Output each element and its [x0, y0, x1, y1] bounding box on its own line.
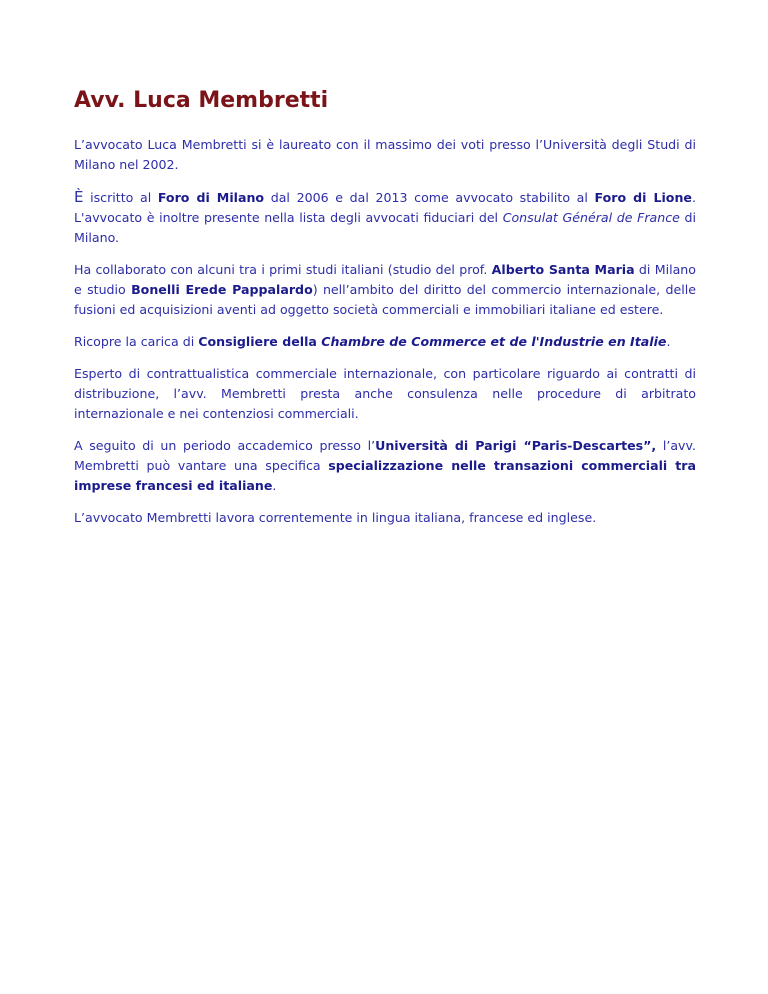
- paragraph-collaborations: [74, 260, 696, 320]
- document-page: [74, 86, 696, 540]
- text-run: di Milano e studio: [74, 262, 696, 297]
- text-run: Ha collaborato con alcuni tra i primi studi italiani (studio del prof.: [74, 262, 492, 277]
- paragraph-languages: [74, 508, 696, 528]
- paragraph-education: [74, 135, 696, 175]
- text-run: dal 2006 e dal 2013 come avvocato stabilito al: [264, 190, 595, 205]
- text-run: l’avv. Membretti può vantare una specifica: [74, 438, 696, 473]
- paragraph-bar-membership: [74, 187, 696, 248]
- text-run: ) nell’ambito del diritto del commercio internazionale, delle fusioni ed acquisizioni aventi ad oggetto società commerciali e immobiliari italiane ed estere.: [74, 282, 696, 317]
- bold-santa-maria: Alberto Santa Maria: [491, 262, 635, 277]
- bold-universita-parigi: Università di Parigi “Paris-Descartes”,: [375, 438, 657, 453]
- bold-foro-lione: Foro di Lione: [594, 190, 692, 205]
- bold-consigliere: Consigliere della: [198, 334, 322, 349]
- paragraph-expertise: [74, 364, 696, 424]
- bold-italic-chambre: Chambre de Commerce et de l'Industrie en Italie: [321, 334, 667, 349]
- bold-specializzazione: specializzazione nelle transazioni commerciali tra imprese francesi ed italiane: [74, 458, 696, 493]
- paragraph-chamber: [74, 332, 696, 352]
- text-run: iscritto al: [83, 190, 158, 205]
- text-run: .: [666, 334, 671, 349]
- bold-bonelli-erede: Bonelli Erede Pappalardo: [131, 282, 313, 297]
- paragraph-text: Esperto di contrattualistica commerciale internazionale, con particolare riguardo ai contratti di distribuzione, l’avv. Membretti presta anche consulenza nelle procedure di arbitrato internazionale e nei contenziosi commerciali.: [74, 366, 696, 421]
- page-title: Avv. Luca Membretti: [74, 88, 329, 113]
- text-run: A seguito di un periodo accademico presso l’: [74, 438, 376, 453]
- text-run: di Milano.: [74, 210, 697, 245]
- paragraph-text: L’avvocato Luca Membretti si è laureato con il massimo dei voti presso l’Università degli Studi di Milano nel 2002.: [74, 137, 696, 172]
- paragraph-academic: [74, 436, 696, 496]
- text-run: . L'avvocato è inoltre presente nella lista degli avvocati fiduciari del: [74, 190, 696, 225]
- drop-letter: È: [74, 188, 84, 206]
- paragraph-text: L’avvocato Membretti lavora correntemente in lingua italiana, francese ed inglese.: [74, 510, 597, 525]
- bold-foro-milano: Foro di Milano: [157, 190, 265, 205]
- text-run: .: [272, 478, 277, 493]
- text-run: Ricopre la carica di: [74, 334, 199, 349]
- italic-consulat: Consulat Général de France: [502, 210, 680, 225]
